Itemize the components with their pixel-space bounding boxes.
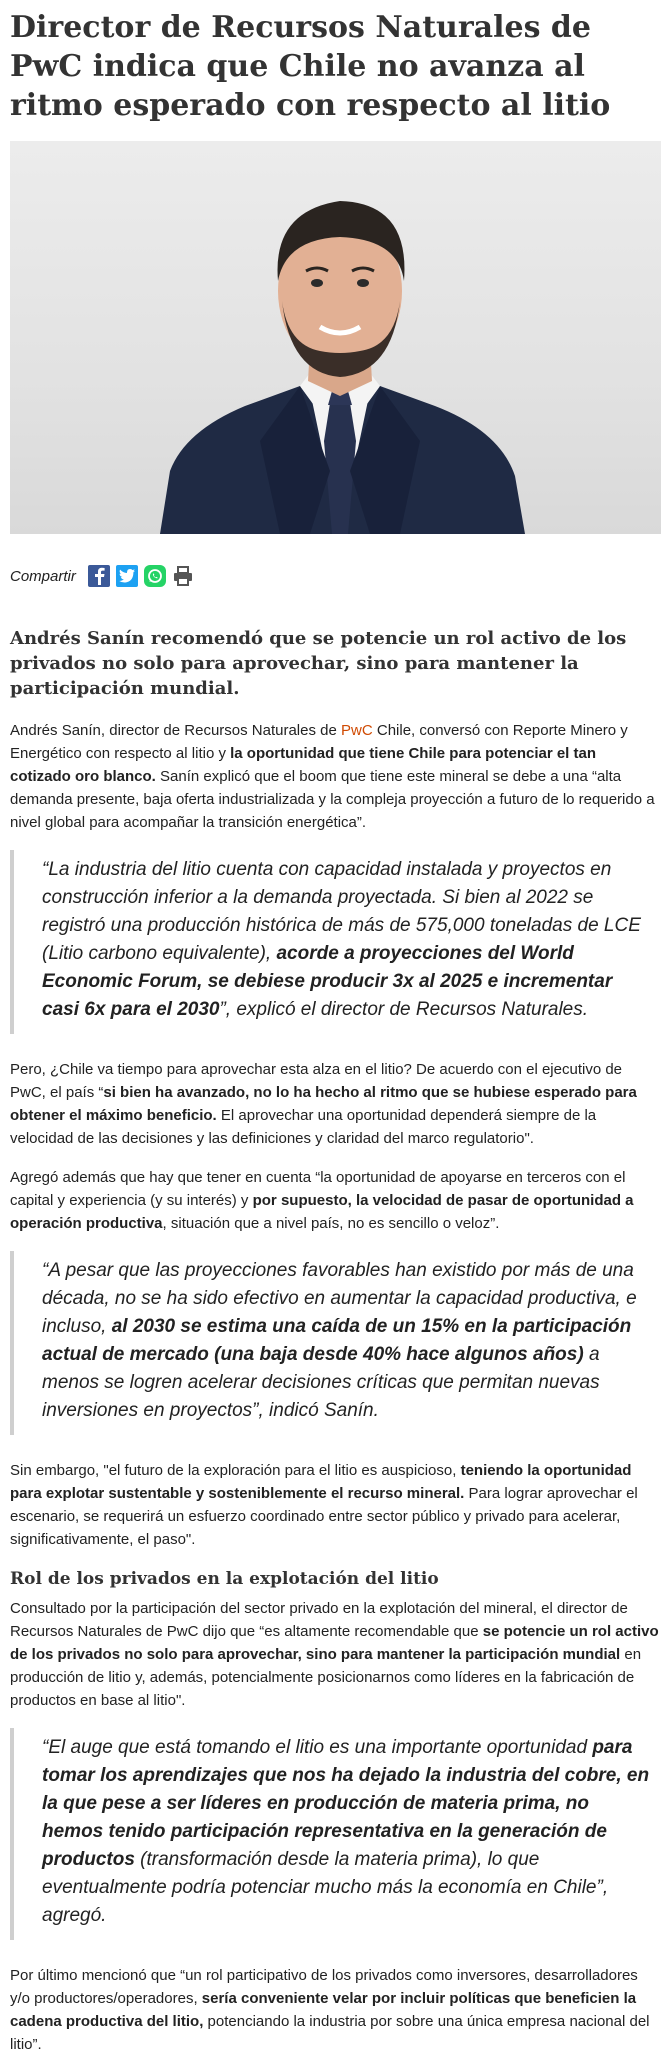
share-bar: [10, 562, 661, 590]
twitter-icon[interactable]: [116, 565, 138, 587]
paragraph-5: Consultado por la participación del sector privado en la explotación del mineral, el director de Recursos Naturales de PwC dijo que “es altamente recomendable que se potencie un rol activo de los privados no solo para aprovechar, sino para mantener la participación mundial en producción de litio y, además, potencialmente posicionarnos como líderes en la fabricación de productos en base al litio".: [10, 1600, 659, 1709]
facebook-icon[interactable]: [88, 565, 110, 587]
paragraph-4: Sin embargo, "el futuro de la exploración para el litio es auspicioso, teniendo la oportunidad para explotar sustentable y sosteniblemente el recurso mineral. Para lograr aprovechar el escenario, se requerirá un esfuerzo coordinado entre sector público y privado para acelerar, significativamente, el paso".: [10, 1462, 638, 1548]
section-heading: Rol de los privados en la explotación del litio: [10, 1569, 439, 1589]
article-lead: Andrés Sanín recomendó que se potencie un rol activo de los privados no solo para aprovechar, sino para mantener la participación mundial.: [10, 628, 627, 699]
pwc-link[interactable]: PwC: [341, 722, 373, 739]
portrait-illustration: [10, 141, 661, 534]
paragraph-intro: Andrés Sanín, director de Recursos Naturales de PwC Chile, conversó con Reporte Minero y Energético con respecto al litio y la oportunidad que tiene Chile para potenciar el tan cotizado oro blanco. Sanín explicó que el boom que tiene este mineral se debe a una “alta demanda presente, baja oferta industrializada y la compleja proyección a futuro de lo requerido a nivel global para acompañar la transición energética”.: [10, 722, 655, 831]
paragraph-2: Pero, ¿Chile va tiempo para aprovechar esta alza en el litio? De acuerdo con el ejecutivo de PwC, el país “si bien ha avanzado, no lo ha hecho al ritmo que se hubiese esperado para obtener el máximo beneficio. El aprovechar una oportunidad dependerá siempre de la velocidad de las decisiones y las definiciones y claridad del marco regulatorio".: [10, 1061, 637, 1147]
quote-2: “A pesar que las proyecciones favorables han existido por más de una década, no se ha sido efectivo en aumentar la capacidad productiva, e incluso, al 2030 se estima una caída de un 15% en la participación actual de mercado (una baja desde 40% hace algunos años) a menos se logren acelerar decisiones críticas que permitan nuevas inversiones en proyectos”, indicó Sanín.: [10, 1251, 661, 1435]
hero-photo: [10, 141, 661, 534]
quote-1: “La industria del litio cuenta con capacidad instalada y proyectos en construcción inferior a la demanda proyectada. Si bien al 2022 se registró una producción histórica de más de 575,000 toneladas de LCE (Litio carbono equivalente), acorde a proyecciones del World Economic Forum, se debiese producir 3x al 2025 e incrementar casi 6x para el 2030”, explicó el director de Recursos Naturales.: [10, 850, 661, 1034]
share-label: Compartir: [10, 567, 76, 585]
whatsapp-icon[interactable]: [144, 565, 166, 587]
article-title: Director de Recursos Naturales de PwC indica que Chile no avanza al ritmo esperado con respecto al litio: [10, 10, 611, 123]
paragraph-3: Agregó además que hay que tener en cuenta “la oportunidad de apoyarse en terceros con el capital y experiencia (y su interés) y por supuesto, la velocidad de pasar de oportunidad a operación productiva, situación que a nivel país, no es sencillo o veloz”.: [10, 1169, 634, 1232]
print-icon[interactable]: [172, 565, 194, 587]
paragraph-6: Por último mencionó que “un rol participativo de los privados como inversores, desarrolladores y/o productores/operadores, sería conveniente velar por incluir políticas que beneficien la cadena productiva del litio, potenciando la industria por sobre una única empresa nacional del litio”.: [10, 1967, 650, 2053]
quote-3: “El auge que está tomando el litio es una importante oportunidad para tomar los aprendizajes que nos ha dejado la industria del cobre, en la que pese a ser líderes en producción de materia prima, no hemos tenido participación representativa en la generación de productos (transformación desde la materia prima), lo que eventualmente podría potenciar mucho más la economía en Chile”, agregó.: [10, 1728, 661, 1940]
